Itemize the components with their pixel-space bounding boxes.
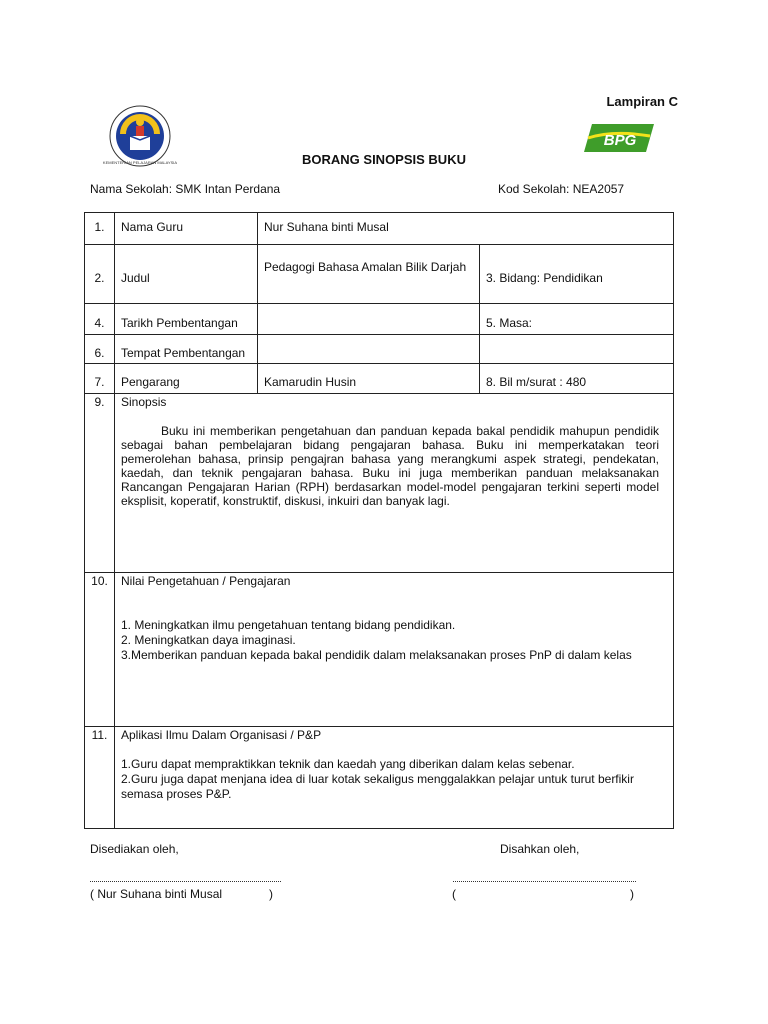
row-number: 1.	[85, 213, 115, 245]
section-label: Nilai Pengetahuan / Pengajaran	[121, 574, 291, 588]
synopsis-text: Buku ini memberikan pengetahuan dan panduan kepada bakal pendidik mahupun pendidik sebagai bahan pembelajaran bidang pengajaran bahasa. Buku ini memperkatakan teori pemerolehan bahasa, prinsip pengajran bahasa yang merangkumi aspek strategi, pendekatan, kaedah, dan teknik pengajaran bahasa. Buku ini juga memberikan panduan melaksanakan Rancangan Pengajaran Harian (RPH) berdasarkan model-model pengajaran terkini seperti model eksplisit, koperatif, konstruktif, diskusi, inkuiri dan banyak lagi.	[121, 424, 659, 508]
presentation-place-value	[258, 335, 480, 364]
field-label: Judul	[115, 245, 258, 304]
prepared-name-text: ( Nur Suhana binti Musal	[90, 887, 223, 901]
table-row	[85, 245, 674, 304]
attachment-label: Lampiran C	[606, 94, 678, 109]
row-number: 10.	[85, 573, 115, 727]
knowledge-list	[115, 618, 673, 663]
field-bidang: 3. Bidang: Pendidikan	[480, 245, 674, 304]
list-item: 2. Meningkatkan daya imaginasi.	[121, 633, 296, 647]
school-code: Kod Sekolah: NEA2057	[498, 182, 625, 196]
row-number: 4.	[85, 304, 115, 335]
field-masa: 5. Masa:	[480, 304, 674, 335]
synopsis-form-table	[84, 212, 674, 829]
approved-by-label: Disahkan oleh,	[500, 842, 580, 856]
application-list	[115, 757, 673, 802]
table-row	[85, 304, 674, 335]
field-label: Pengarang	[115, 364, 258, 394]
synopsis-section	[115, 394, 674, 573]
row-number: 2.	[85, 245, 115, 304]
row-number: 7.	[85, 364, 115, 394]
list-item: 1.Guru dapat mempraktikkan teknik dan kaedah yang diberikan dalam kelas sebenar.	[121, 757, 575, 771]
field-page-count: 8. Bil m/surat : 480	[480, 364, 674, 394]
field-blank	[480, 335, 674, 364]
signature-line-approved	[453, 880, 636, 882]
prepared-by-name	[90, 887, 273, 901]
school-name: Nama Sekolah: SMK Intan Perdana	[90, 182, 281, 196]
table-row	[85, 573, 674, 727]
bpg-logo-text: BPG	[603, 132, 637, 149]
approved-paren-open: (	[452, 887, 456, 901]
application-section	[115, 727, 674, 829]
section-label: Sinopsis	[121, 395, 167, 409]
book-title-value: Pedagogi Bahasa Amalan Bilik Darjah	[258, 245, 480, 304]
field-label: Tarikh Pembentangan	[115, 304, 258, 335]
list-item: 3.Memberikan panduan kepada bakal pendidik dalam melaksanakan proses PnP di dalam kelas	[121, 648, 632, 662]
row-number: 6.	[85, 335, 115, 364]
signature-line-prepared	[90, 880, 281, 882]
approved-paren-close: )	[630, 887, 634, 901]
list-item: 1. Meningkatkan ilmu pengetahuan tentang bidang pendidikan.	[121, 618, 456, 632]
section-label: Aplikasi Ilmu Dalam Organisasi / P&P	[121, 728, 322, 742]
row-number: 11.	[85, 727, 115, 829]
table-row	[85, 727, 674, 829]
table-row	[85, 364, 674, 394]
prepared-by-label: Disediakan oleh,	[90, 842, 179, 856]
paren-close: )	[269, 887, 273, 901]
author-value: Kamarudin Husin	[258, 364, 480, 394]
table-row	[85, 394, 674, 573]
svg-text:KEMENTERIAN PELAJARAN MALAYSIA: KEMENTERIAN PELAJARAN MALAYSIA	[102, 160, 178, 165]
bpg-logo	[584, 120, 654, 156]
form-title: BORANG SINOPSIS BUKU	[302, 152, 466, 167]
field-label: Tempat Pembentangan	[115, 335, 258, 364]
list-item: 2.Guru juga dapat menjana idea di luar kotak sekaligus menggalakkan pelajar untuk turut berfikir semasa proses P&P.	[121, 772, 634, 801]
knowledge-value-section	[115, 573, 674, 727]
field-label: Nama Guru	[115, 213, 258, 245]
presentation-date-value	[258, 304, 480, 335]
row-number: 9.	[85, 394, 115, 573]
table-row	[85, 335, 674, 364]
table-row	[85, 213, 674, 245]
teacher-name-value: Nur Suhana binti Musal	[258, 213, 674, 245]
